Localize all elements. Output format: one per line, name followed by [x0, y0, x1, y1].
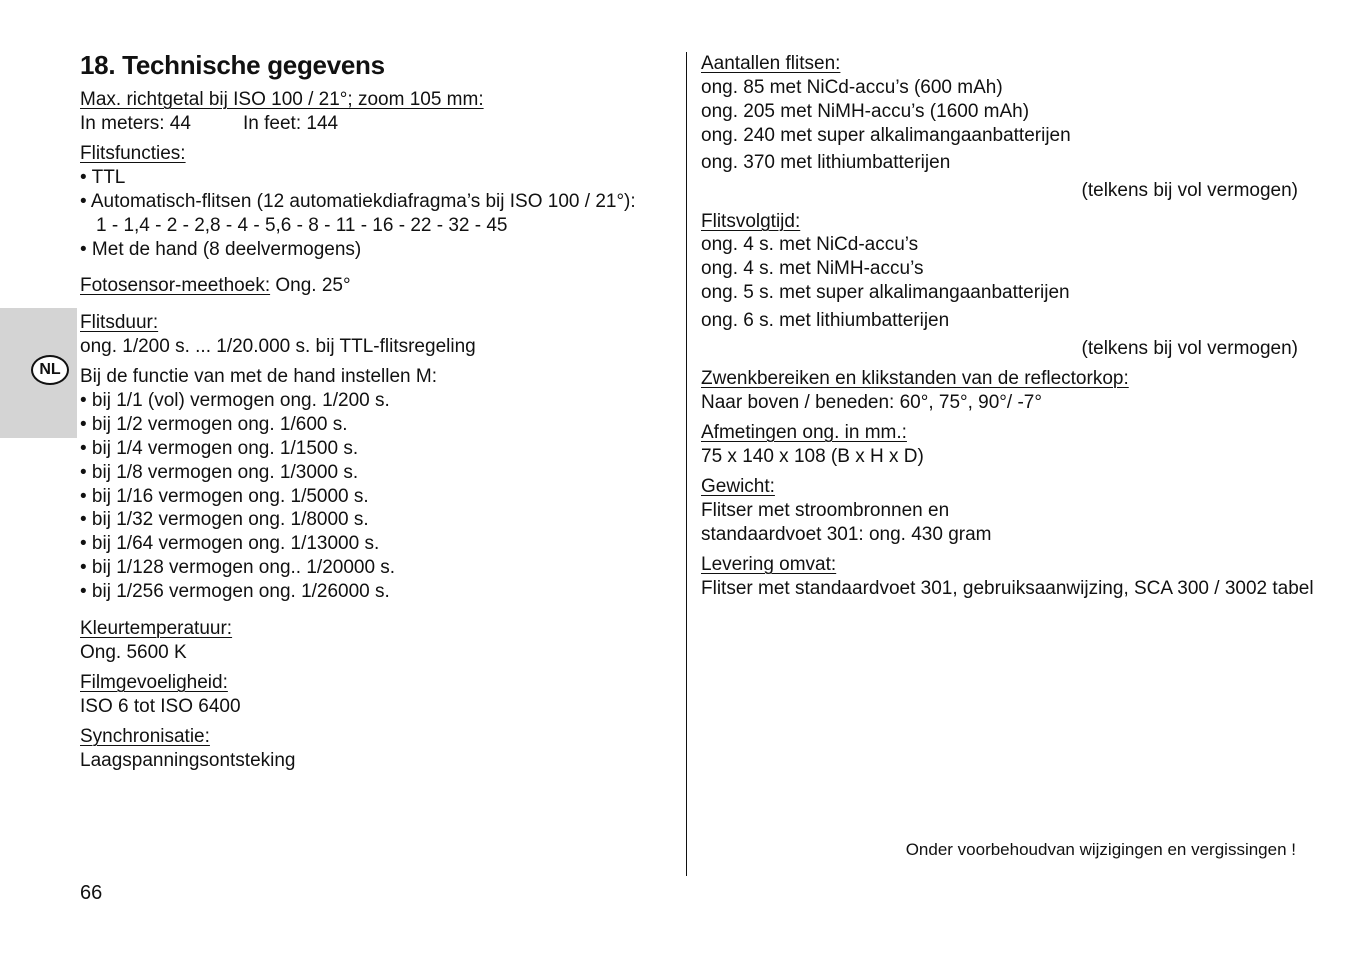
recycle-time-note: (telkens bij vol vermogen) — [1081, 338, 1298, 359]
weight-heading: Gewicht: — [701, 476, 775, 497]
swivel-heading: Zwenkbereiken en klikstanden van de reflectorkop: — [701, 368, 1129, 389]
flash-duration-line: • bij 1/8 vermogen ong. 1/3000 s. — [80, 462, 359, 483]
weight-line: standaardvoet 301: ong. 430 gram — [701, 524, 992, 545]
aperture-series: 1 - 1,4 - 2 - 2,8 - 4 - 5,6 - 8 - 11 - 16 - 22 - 32 - 45 — [96, 215, 508, 236]
flash-function-item: • Automatisch-flitsen (12 automatiekdiafragma’s bij ISO 100 / 21°): — [80, 191, 636, 212]
language-badge: NL — [31, 355, 69, 385]
column-divider — [686, 52, 687, 876]
flash-count-note: (telkens bij vol vermogen) — [1081, 180, 1298, 201]
film-speed-heading: Filmgevoeligheid: — [80, 672, 228, 693]
color-temperature-heading: Kleurtemperatuur: — [80, 618, 233, 639]
film-speed-value: ISO 6 tot ISO 6400 — [80, 696, 241, 717]
flash-duration-line: • bij 1/32 vermogen ong. 1/8000 s. — [80, 509, 369, 530]
weight-line: Flitser met stroombronnen en — [701, 500, 950, 521]
page-number: 66 — [80, 882, 103, 904]
guide-number-feet: In feet: 144 — [243, 113, 339, 134]
flash-duration-line: • bij 1/128 vermogen ong.. 1/20000 s. — [80, 557, 396, 578]
guide-number-meters: In meters: 44 — [80, 113, 191, 134]
flash-duration-heading: Flitsduur: — [80, 312, 159, 333]
sensor-angle-row — [80, 274, 351, 298]
flash-count-heading: Aantallen flitsen: — [701, 53, 841, 74]
flash-count-line: ong. 370 met lithiumbatterijen — [701, 152, 951, 173]
flash-functions-heading: Flitsfuncties: — [80, 143, 186, 164]
sync-heading: Synchronisatie: — [80, 726, 210, 747]
flash-function-item: • Met de hand (8 deelvermogens) — [80, 239, 362, 260]
flash-count-line: ong. 85 met NiCd-accu’s (600 mAh) — [701, 77, 1003, 98]
flash-duration-line: • bij 1/256 vermogen ong. 1/26000 s. — [80, 581, 390, 602]
color-temperature-value: Ong. 5600 K — [80, 642, 187, 663]
dimensions-heading: Afmetingen ong. in mm.: — [701, 422, 907, 443]
flash-function-item: • TTL — [80, 167, 126, 188]
sync-value: Laagspanningsontsteking — [80, 750, 296, 771]
delivery-value: Flitser met standaardvoet 301, gebruiksaanwijzing, SCA 300 / 3002 tabel — [701, 578, 1314, 599]
delivery-heading: Levering omvat: — [701, 554, 837, 575]
flash-duration-line: • bij 1/16 vermogen ong. 1/5000 s. — [80, 486, 369, 507]
sensor-angle-label: Fotosensor-meethoek: — [80, 275, 271, 296]
flash-duration-line: • bij 1/2 vermogen ong. 1/600 s. — [80, 414, 348, 435]
recycle-time-line: ong. 4 s. met NiMH-accu’s — [701, 258, 924, 279]
flash-duration-line: • bij 1/64 vermogen ong. 1/13000 s. — [80, 533, 380, 554]
disclaimer-footnote: Onder voorbehoudvan wijzigingen en vergissingen ! — [905, 840, 1296, 859]
flash-duration-line: ong. 1/200 s. ... 1/20.000 s. bij TTL-flitsregeling — [80, 336, 476, 357]
flash-count-line: ong. 240 met super alkalimangaanbatterijen — [701, 125, 1071, 146]
guide-number-heading: Max. richtgetal bij ISO 100 / 21°; zoom 105 mm: — [80, 89, 484, 110]
sensor-angle-value: Ong. 25° — [270, 275, 351, 296]
recycle-time-line: ong. 5 s. met super alkalimangaanbatterijen — [701, 282, 1070, 303]
flash-count-line: ong. 205 met NiMH-accu’s (1600 mAh) — [701, 101, 1030, 122]
page-title: 18. Technische gegevens — [80, 50, 385, 80]
recycle-time-line: ong. 4 s. met NiCd-accu’s — [701, 234, 919, 255]
flash-duration-line: Bij de functie van met de hand instellen M: — [80, 366, 437, 387]
recycle-time-line: ong. 6 s. met lithiumbatterijen — [701, 310, 950, 331]
swivel-value: Naar boven / beneden: 60°, 75°, 90°/ -7° — [701, 392, 1042, 413]
dimensions-value: 75 x 140 x 108 (B x H x D) — [701, 446, 924, 467]
flash-duration-line: • bij 1/4 vermogen ong. 1/1500 s. — [80, 438, 359, 459]
flash-duration-line: • bij 1/1 (vol) vermogen ong. 1/200 s. — [80, 390, 390, 411]
recycle-time-heading: Flitsvolgtijd: — [701, 211, 801, 232]
